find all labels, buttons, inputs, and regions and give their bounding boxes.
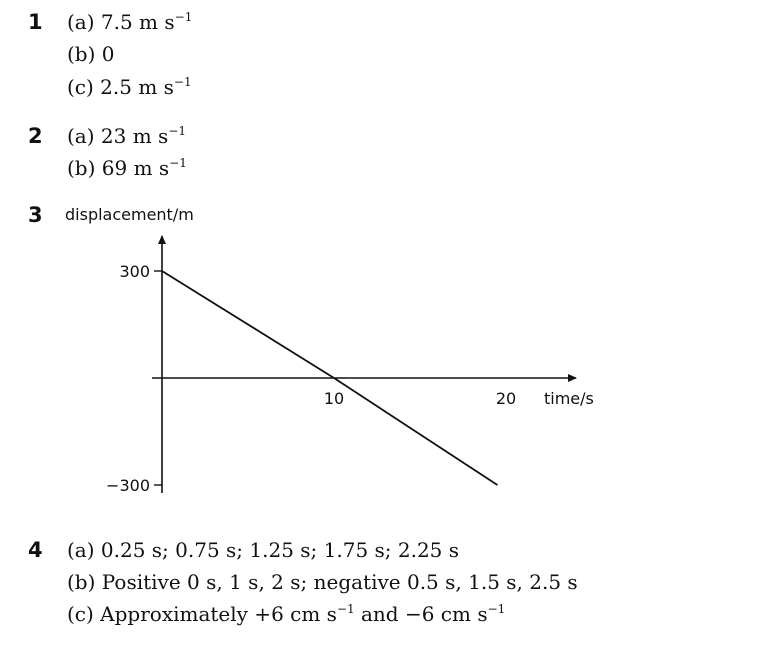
question-number-4: 4 bbox=[28, 538, 43, 562]
answer-2b: (b) 69 m $s^{-1}$ bbox=[67, 156, 187, 180]
y-tick-label: 300 bbox=[119, 262, 150, 281]
answer-4c: (c) Approximately +6 cm $s^{-1}$ and −6 cm $s^{-1}$ bbox=[67, 602, 506, 626]
question-number-3: 3 bbox=[28, 203, 43, 227]
answer-4b: (b) Positive 0 s, 1 s, 2 s; negative 0.5 s, 1.5 s, 2.5 s bbox=[67, 570, 578, 594]
answer-1a: (a) 7.5 m $s^{-1}$ bbox=[67, 10, 193, 34]
question-number-1: 1 bbox=[28, 10, 43, 34]
y-axis-label: displacement/m bbox=[65, 205, 194, 224]
answer-1b: (b) 0 bbox=[67, 42, 115, 66]
y-tick-label: −300 bbox=[106, 476, 150, 495]
x-axis-label: time/s bbox=[544, 389, 594, 408]
answer-2a: (a) 23 m $s^{-1}$ bbox=[67, 124, 186, 148]
x-tick-label: 20 bbox=[495, 389, 517, 408]
question-number-2: 2 bbox=[28, 124, 43, 148]
x-tick-label: 10 bbox=[323, 389, 345, 408]
answer-4a: (a) 0.25 s; 0.75 s; 1.25 s; 1.75 s; 2.25 s bbox=[67, 538, 460, 562]
answer-1c: (c) 2.5 m $s^{-1}$ bbox=[67, 75, 192, 99]
